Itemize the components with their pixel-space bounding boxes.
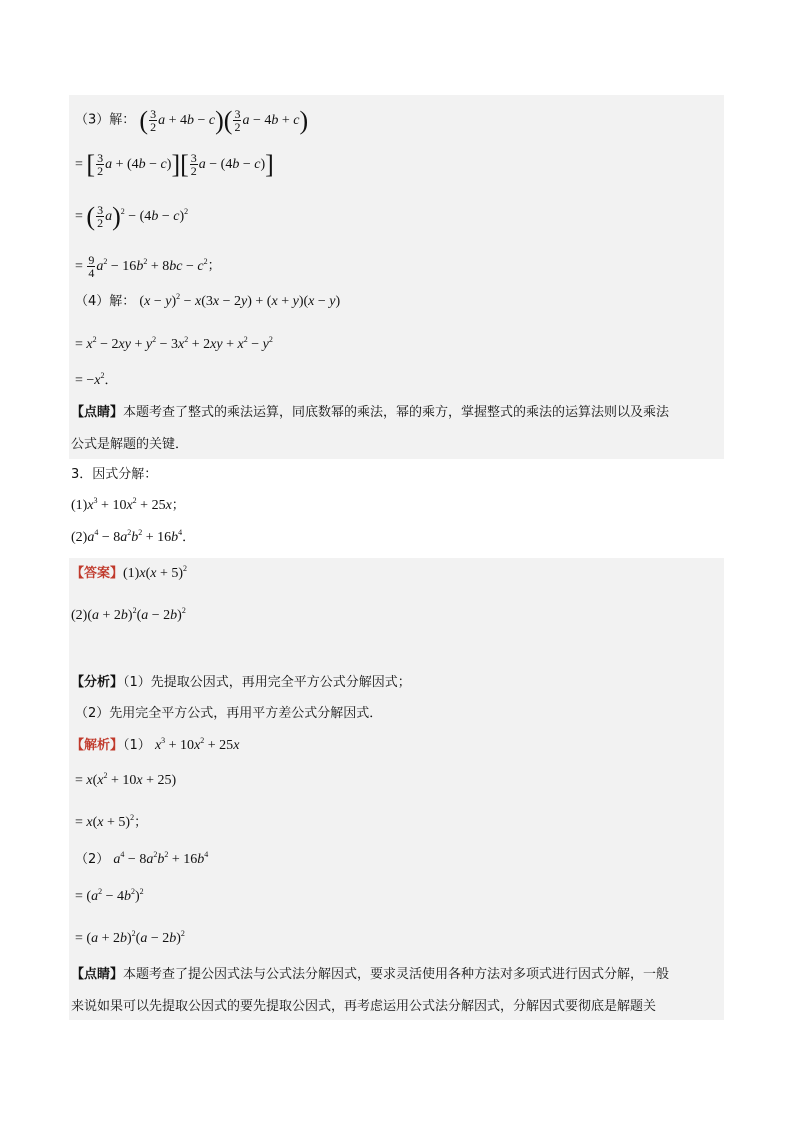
answer-part1-label: (1)	[123, 566, 140, 581]
fenxi-text2: （2）先用完全平方公式，再用平方差公式分解因式．	[75, 706, 383, 721]
jiexi-line3: = $x(x + 5)^2$；	[75, 813, 148, 830]
dianjing2-text1: 本题考查了提公因式法与公式法分解因式，要求灵活使用各种方法对多项式进行因式分解，一般	[123, 967, 670, 982]
math-expression: = $(a + 2b)^2(a - 2b)^2$	[75, 929, 185, 946]
math-expression: $(a + 2b)^2(a - 2b)^2$	[87, 606, 186, 623]
math-expression: ( $\frac{3}{2}$ a + 4b − c)( $\frac{3}{2}$ a − 4b + c)	[139, 105, 309, 135]
answer-line2	[71, 608, 186, 624]
part3-line1	[75, 105, 309, 135]
jiexi-tag: 【解析】	[71, 738, 124, 753]
answer-line1	[71, 566, 187, 582]
jiexi-line2	[75, 773, 176, 789]
part4-line2	[75, 337, 273, 353]
q3-part2: $(2)a^4 - 8a^2b^2 + 16b^4$．	[71, 528, 196, 545]
q3-part1-label: (1)	[71, 498, 88, 513]
dianjing1-line2	[71, 437, 188, 453]
dianjing-tag: 【点睛】	[71, 405, 124, 420]
part3-label: （3）解：	[75, 112, 136, 128]
part3-line2	[75, 149, 274, 179]
dianjing2-text2: 来说如果可以先提取公因式的要先提取公因式，再考虑运用公式法分解因式，分解因式要彻底是解题关	[71, 999, 657, 1014]
math-expression: = $-x^2$	[75, 371, 105, 388]
dianjing1-text1: 本题考查了整式的乘法运算，同底数幂的乘法，幂的乘方，掌握整式的乘法的运算法则以及乘法	[123, 405, 670, 420]
answer-tag: 【答案】	[71, 566, 124, 581]
fenxi-line1	[71, 675, 411, 691]
part3-line4: = $\frac{9}{4}$ $a^2 - 16b^2 + 8bc - c^2$；	[75, 253, 221, 280]
fenxi-tag: 【分析】	[71, 675, 124, 690]
answer-part2-label: (2)	[71, 608, 88, 623]
math-expression: $a^4 - 8a^2b^2 + 16b^4$	[87, 528, 183, 545]
q3-part2-label: (2)	[71, 530, 88, 545]
math-expression: $x(x + 5)^2$	[139, 564, 188, 581]
dianjing2-line1	[71, 967, 669, 983]
jiexi-part1-label: （1）	[123, 738, 151, 753]
dianjing1-text2: 公式是解题的关键．	[71, 437, 189, 452]
part3-line3	[75, 201, 189, 231]
q3-part1: $(1)x^3 + 10x^2 + 25x$；	[71, 496, 185, 513]
part4-line1	[75, 294, 340, 310]
fenxi-text1: （1）先提取公因式，再用完全平方公式分解因式；	[123, 675, 411, 690]
answer-band	[69, 558, 724, 1020]
jiexi-line1	[71, 738, 239, 754]
math-expression: = ( $\frac{3}{2}$ $a)^2 - (4b - c)^2$	[75, 201, 189, 231]
math-expression: = $(a^2 - 4b^2)^2$	[75, 887, 144, 904]
math-expression: = $x^2 - 2xy + y^2 - 3x^2 + 2xy + x^2 - y^2$	[75, 335, 273, 352]
jiexi-line4	[75, 852, 208, 868]
math-expression: $(x - y)^2 - x(3x - 2y) + (x + y)(x - y)$	[139, 292, 341, 309]
dianjing1-line1	[71, 405, 669, 421]
math-expression: = $\frac{9}{4}$ $a^2 - 16b^2 + 8bc - c^2$	[75, 253, 208, 280]
math-expression: = [ $\frac{3}{2}$ a + (4b − c)][ $\frac{3}{2}$ a − (4b − c)]	[75, 149, 274, 179]
part4-label: （4）解：	[75, 294, 136, 309]
part4-line3: = $-x^2$．	[75, 371, 118, 388]
math-expression: $x^3 + 10x^2 + 25x$	[87, 496, 172, 513]
dianjing-tag: 【点睛】	[71, 967, 124, 982]
q3-title-text: 3．因式分解：	[71, 467, 158, 482]
math-expression: $x^3 + 10x^2 + 25x$	[154, 736, 240, 753]
fenxi-line2	[75, 706, 382, 722]
math-expression: = $x(x + 5)^2$	[75, 813, 135, 830]
dianjing2-line2	[71, 999, 656, 1015]
jiexi-part2-label: （2）	[75, 852, 110, 867]
math-expression: $a^4 - 8a^2b^2 + 16b^4$	[113, 850, 209, 867]
jiexi-line5	[75, 889, 144, 905]
math-expression: = $x(x^2 + 10x + 25)$	[75, 771, 177, 788]
jiexi-line6	[75, 931, 185, 947]
q3-title	[71, 467, 157, 483]
